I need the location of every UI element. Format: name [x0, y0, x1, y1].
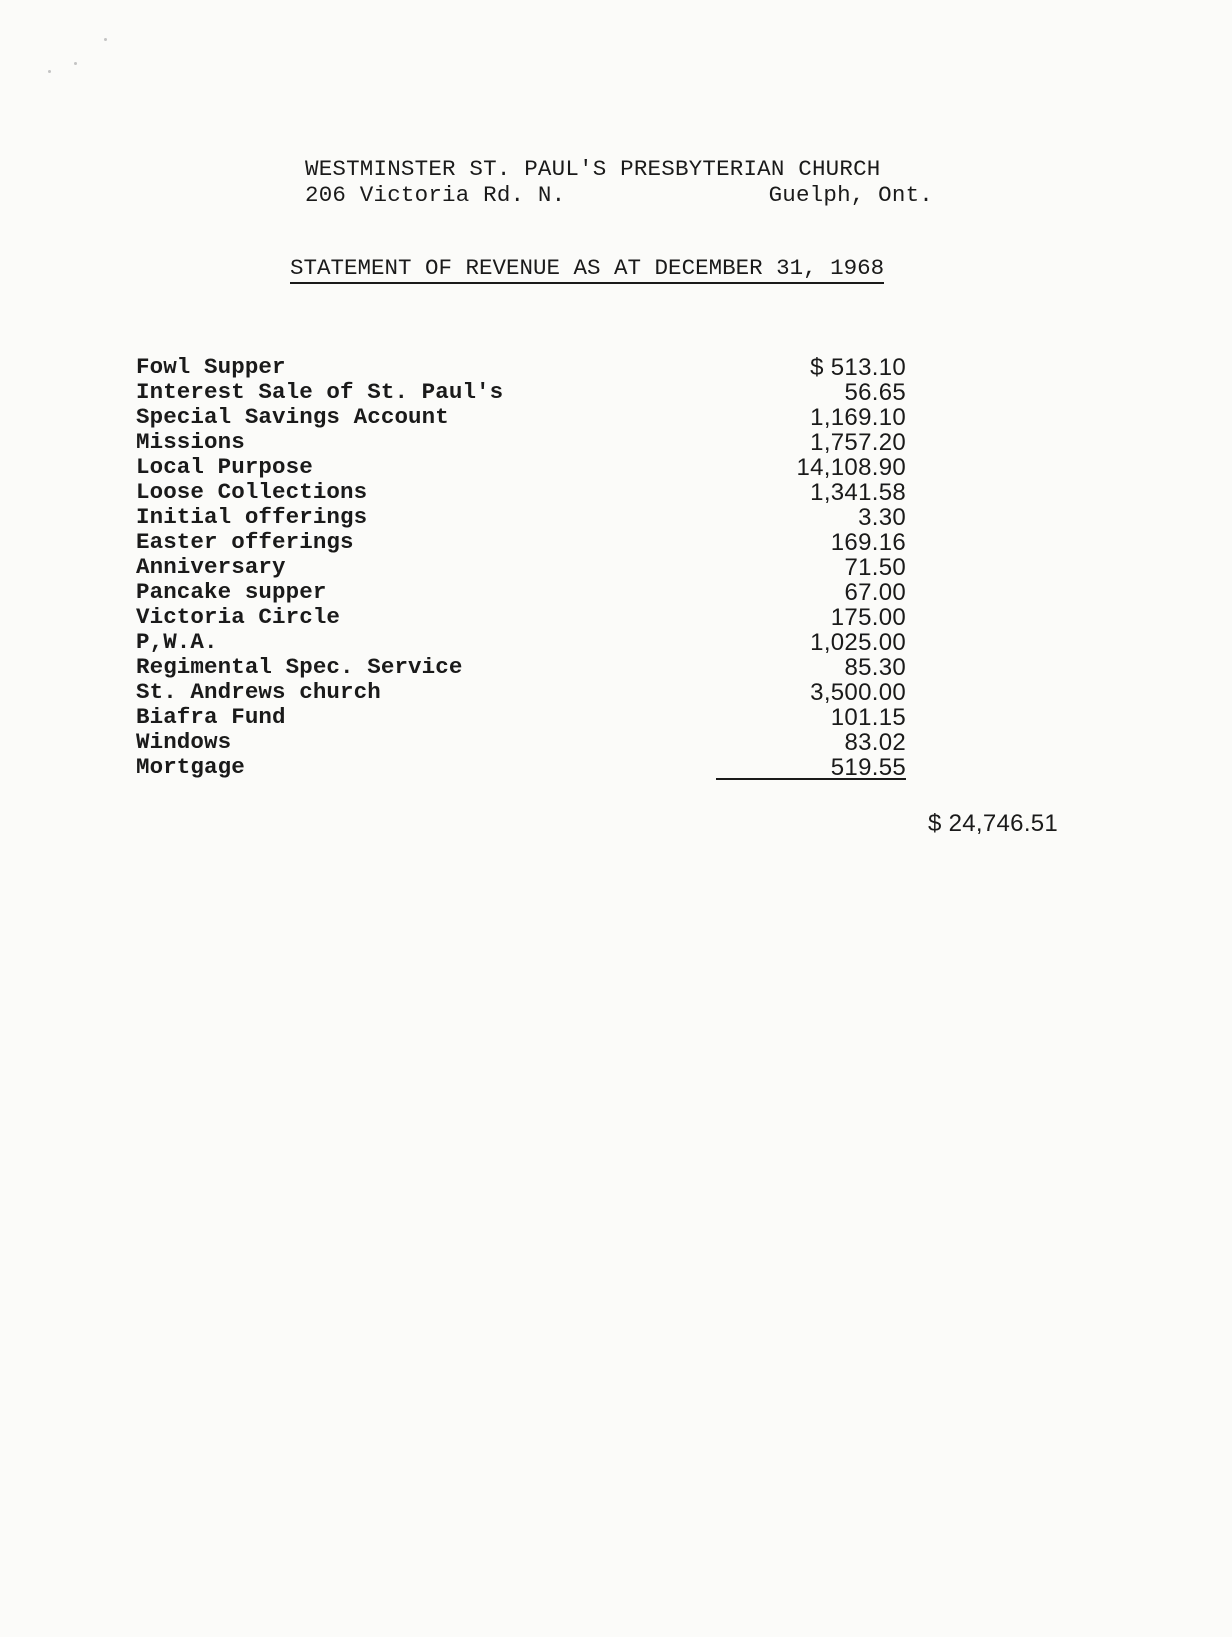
revenue-amount: 3.30: [858, 504, 906, 531]
revenue-amount: 1,341.58: [810, 479, 906, 506]
church-name: WESTMINSTER ST. PAUL'S PRESBYTERIAN CHURCH: [305, 156, 881, 182]
revenue-label: Loose Collections: [136, 479, 368, 505]
revenue-label: Fowl Supper: [136, 354, 286, 380]
revenue-label: Anniversary: [136, 554, 286, 580]
city: Guelph, Ont.: [768, 182, 933, 208]
revenue-label: Easter offerings: [136, 529, 354, 555]
revenue-row: [136, 555, 906, 580]
revenue-row: [136, 380, 906, 405]
revenue-row: [136, 355, 906, 380]
revenue-label: Biafra Fund: [136, 704, 286, 730]
revenue-label: Initial offerings: [136, 504, 368, 530]
revenue-amount: 1,025.00: [810, 629, 906, 656]
revenue-label: P,W.A.: [136, 629, 218, 655]
revenue-row: [136, 455, 906, 480]
revenue-amount: 169.16: [830, 529, 906, 556]
revenue-amount: 56.65: [844, 379, 906, 406]
revenue-row: [136, 430, 906, 455]
revenue-row: [136, 580, 906, 605]
revenue-row: [136, 705, 906, 730]
revenue-amount: 101.15: [830, 704, 906, 731]
revenue-amount: 1,169.10: [810, 404, 906, 431]
scan-speck: [48, 70, 51, 73]
revenue-row: [136, 605, 906, 630]
revenue-list: [136, 355, 906, 780]
revenue-amount: $ 513.10: [810, 354, 906, 381]
revenue-row: [136, 405, 906, 430]
revenue-row: [136, 505, 906, 530]
revenue-row: [136, 630, 906, 655]
revenue-label: Local Purpose: [136, 454, 313, 480]
revenue-row: [136, 755, 906, 780]
revenue-amount: 67.00: [844, 579, 906, 606]
revenue-total: $ 24,746.51: [928, 810, 1059, 837]
revenue-label: Missions: [136, 429, 245, 455]
revenue-label: Regimental Spec. Service: [136, 654, 463, 680]
revenue-amount: 175.00: [830, 604, 906, 631]
street-address: 206 Victoria Rd. N.: [305, 182, 566, 208]
revenue-amount: 1,757.20: [810, 429, 906, 456]
revenue-label: Pancake supper: [136, 579, 327, 605]
revenue-label: Windows: [136, 729, 232, 755]
revenue-amount: 14,108.90: [796, 454, 906, 481]
revenue-label: Mortgage: [136, 754, 245, 780]
revenue-amount: 3,500.00: [810, 679, 906, 706]
revenue-label: St. Andrews church: [136, 679, 381, 705]
revenue-label: Victoria Circle: [136, 604, 341, 630]
address-line: [305, 182, 933, 208]
revenue-amount: 85.30: [844, 654, 906, 681]
revenue-amount: 519.55: [716, 755, 906, 780]
revenue-row: [136, 730, 906, 755]
scan-speck: [104, 38, 107, 41]
revenue-row: [136, 480, 906, 505]
revenue-row: [136, 680, 906, 705]
revenue-label: Interest Sale of St. Paul's: [136, 379, 504, 405]
revenue-row: [136, 655, 906, 680]
revenue-label: Special Savings Account: [136, 404, 449, 430]
letterhead: [305, 156, 935, 208]
scan-speck: [74, 62, 77, 65]
revenue-amount: 71.50: [844, 554, 906, 581]
statement-title: STATEMENT OF REVENUE AS AT DECEMBER 31, 1968: [290, 255, 884, 284]
revenue-row: [136, 530, 906, 555]
revenue-amount: 83.02: [844, 729, 906, 756]
